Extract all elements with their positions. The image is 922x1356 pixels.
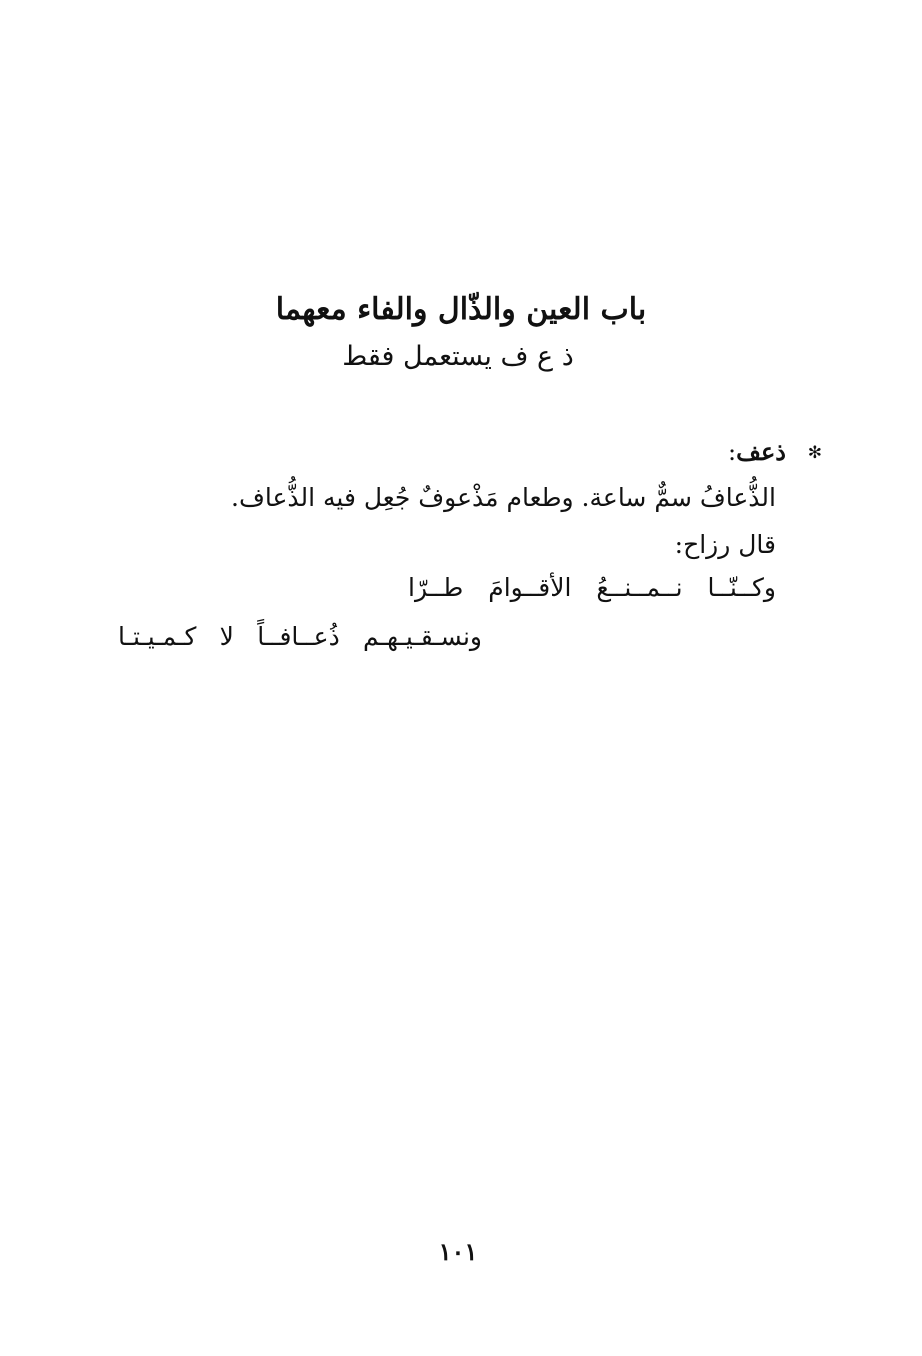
- verse-attribution: قال رزاح:: [674, 530, 776, 559]
- entry-definition: الذُّعافُ سمٌّ ساعة. وطعام مَذْعوفٌ جُعِل فيه الذُّعاف.: [231, 483, 776, 512]
- asterism-icon: ✻: [807, 443, 822, 463]
- chapter-title: باب العين والذّال والفاء معهما: [275, 292, 647, 327]
- entry-heading: [728, 434, 822, 471]
- verse-first-hemistich: وكــنّــا نــمــنــعُ الأقــوامَ طــرّا: [408, 573, 776, 602]
- page-number: ١٠١: [438, 1237, 478, 1266]
- verse-second-hemistich: ونسـقـيـهـم ذُعــافــاً لا كـمـيـتـا: [118, 622, 482, 651]
- chapter-subtitle: ذ ع ف يستعمل فقط: [342, 341, 574, 372]
- entry-colon: :: [728, 438, 737, 466]
- entry-headword: ذعف: [736, 437, 786, 466]
